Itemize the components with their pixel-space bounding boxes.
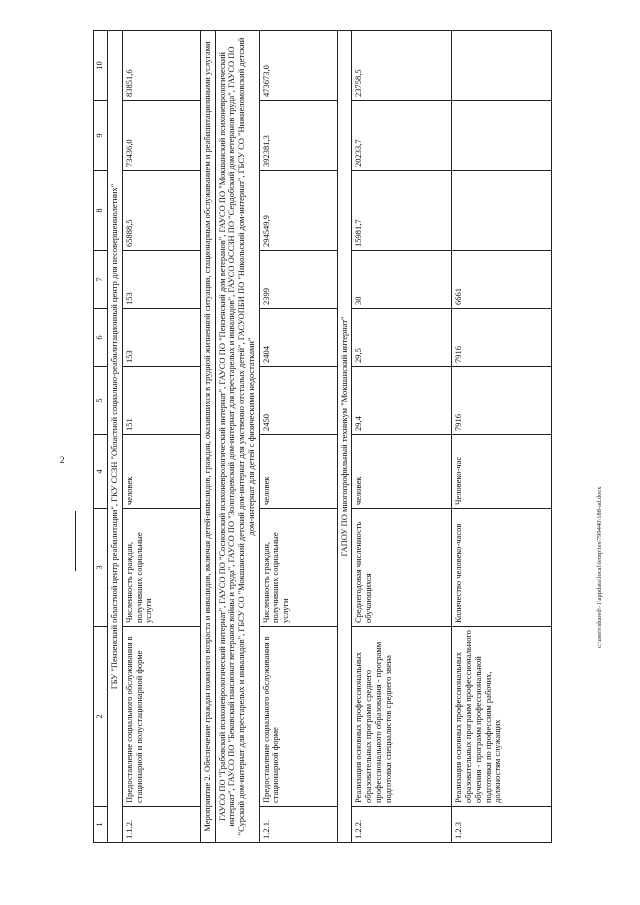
value-cell: 29,5 bbox=[352, 309, 452, 367]
section-title: ГАПОУ ПО многопрофильный техникум "Мокшанский интернат" bbox=[337, 31, 352, 843]
table-row bbox=[352, 31, 452, 843]
table-row bbox=[452, 31, 552, 843]
section-row bbox=[108, 31, 123, 843]
indicator-name: Численность граждан, получивших социальные услуги bbox=[259, 509, 337, 627]
section-row bbox=[337, 31, 352, 843]
service-name: Предоставление социального обслуживания в стационарной форме bbox=[259, 627, 337, 807]
value-cell: 20233,7 bbox=[352, 101, 452, 171]
row-number: 1.1.2. bbox=[122, 807, 200, 843]
value-cell: 73436,0 bbox=[122, 101, 200, 171]
table-row bbox=[122, 31, 200, 843]
value-cell: 153 bbox=[122, 251, 200, 309]
header-cell: 4 bbox=[94, 435, 108, 509]
section-title: ГБУ "Пензенский областной центр реабилитации", ГКУ ССЗН "Областной социально-реабилитационный центр для несовершеннолетних" bbox=[108, 31, 123, 843]
service-name: Реализация основных профессиональных образовательных программ профессионального обучения - программ профессиональной подготовки по профессиям рабочих, должностям служащих bbox=[452, 627, 552, 807]
row-number: 1.2.2. bbox=[352, 807, 452, 843]
value-cell bbox=[452, 101, 552, 171]
value-cell: 7916 bbox=[452, 367, 552, 435]
value-cell: 2450 bbox=[259, 367, 337, 435]
section-row bbox=[200, 31, 215, 843]
row-number: 1.2.1. bbox=[259, 807, 337, 843]
section-title: Мероприятие 2. Обеспечение граждан пожилого возраста и инвалидов, включая детей-инвалидов, граждан, оказавшихся в трудной жизненной ситуации, стационарным обслуживанием и реабилитационными услугами bbox=[200, 31, 215, 843]
indicator-name: Численность граждан, получивших социальные услуги bbox=[122, 509, 200, 627]
value-cell: 6661 bbox=[452, 251, 552, 309]
header-cell: 1 bbox=[94, 807, 108, 843]
header-cell: 10 bbox=[94, 31, 108, 101]
indicator-name: Среднегодовая численность обучающихся bbox=[352, 509, 452, 627]
value-cell: 473673,0 bbox=[259, 31, 337, 101]
header-cell: 3 bbox=[94, 509, 108, 627]
footnote-divider bbox=[75, 511, 76, 571]
header-cell: 9 bbox=[94, 101, 108, 171]
value-cell: 15981,7 bbox=[352, 171, 452, 251]
header-cell: 8 bbox=[94, 171, 108, 251]
header-cell: 2 bbox=[94, 627, 108, 807]
value-cell: 2404 bbox=[259, 309, 337, 367]
program-table bbox=[93, 30, 552, 843]
section-row bbox=[215, 31, 259, 843]
unit: Человеко-час bbox=[452, 435, 552, 509]
value-cell: 65888,5 bbox=[122, 171, 200, 251]
value-cell: 153 bbox=[122, 309, 200, 367]
value-cell: 392381,3 bbox=[259, 101, 337, 171]
column-number-row bbox=[94, 31, 108, 843]
table-row bbox=[259, 31, 337, 843]
rotated-table-container bbox=[93, 31, 552, 843]
value-cell bbox=[452, 171, 552, 251]
service-name: Предоставление социального обслуживания в стационарной и полустационарной форме bbox=[122, 627, 200, 807]
unit: человек bbox=[259, 435, 337, 509]
value-cell bbox=[452, 31, 552, 101]
value-cell: 30 bbox=[352, 251, 452, 309]
page-number: 2 bbox=[60, 455, 65, 465]
file-path-footer: c:\users\shared\-1\appdata\local\temp\tes\799440\188-ad.docx bbox=[596, 486, 603, 648]
service-name: Реализация основных профессиональных образовательных программ среднего профессионального образования - программ подготовки специалистов среднего звена bbox=[352, 627, 452, 807]
indicator-name: Количество человеко-часов bbox=[452, 509, 552, 627]
value-cell: 294549,9 bbox=[259, 171, 337, 251]
unit: человек bbox=[352, 435, 452, 509]
value-cell: 2399 bbox=[259, 251, 337, 309]
value-cell: 83851,6 bbox=[122, 31, 200, 101]
header-cell: 5 bbox=[94, 367, 108, 435]
header-cell: 7 bbox=[94, 251, 108, 309]
section-title: ГАУСО ПО "Грабовский психоневрологический интернат", ГАУСО ПО "Сосновский психоневрологический интернат", ГАУСО ПО "Пензенский дом ветеранов", ГАУСО ПО "Мокшанский психоневрологический интернат", ГАУСО ПО "Бековский пансионат ветеранов войны и труда", ГАУСО ПО "Золотаревский дом-интернат для престарелых и инвалидов", ГАУСО ОССЗН ПО "Сердобский дом ветеранов труда", ГАУСО ПО "Сурский дом-интернат для престарелых и инвалидов", ГБСУ СО "Мокшанский детский дом-интернат для умственно отсталых детей", ГАСУОПБИ ПО "Никольский дом-интернат", ГБСУ СО "Нижнеломовский детский дом-интернат для детей с физическими недостатками" bbox=[215, 31, 259, 843]
unit: человек bbox=[122, 435, 200, 509]
value-cell: 151 bbox=[122, 367, 200, 435]
value-cell: 23758,5 bbox=[352, 31, 452, 101]
row-number: 1.2.3 bbox=[452, 807, 552, 843]
header-cell: 6 bbox=[94, 309, 108, 367]
value-cell: 29,4 bbox=[352, 367, 452, 435]
value-cell: 7916 bbox=[452, 309, 552, 367]
